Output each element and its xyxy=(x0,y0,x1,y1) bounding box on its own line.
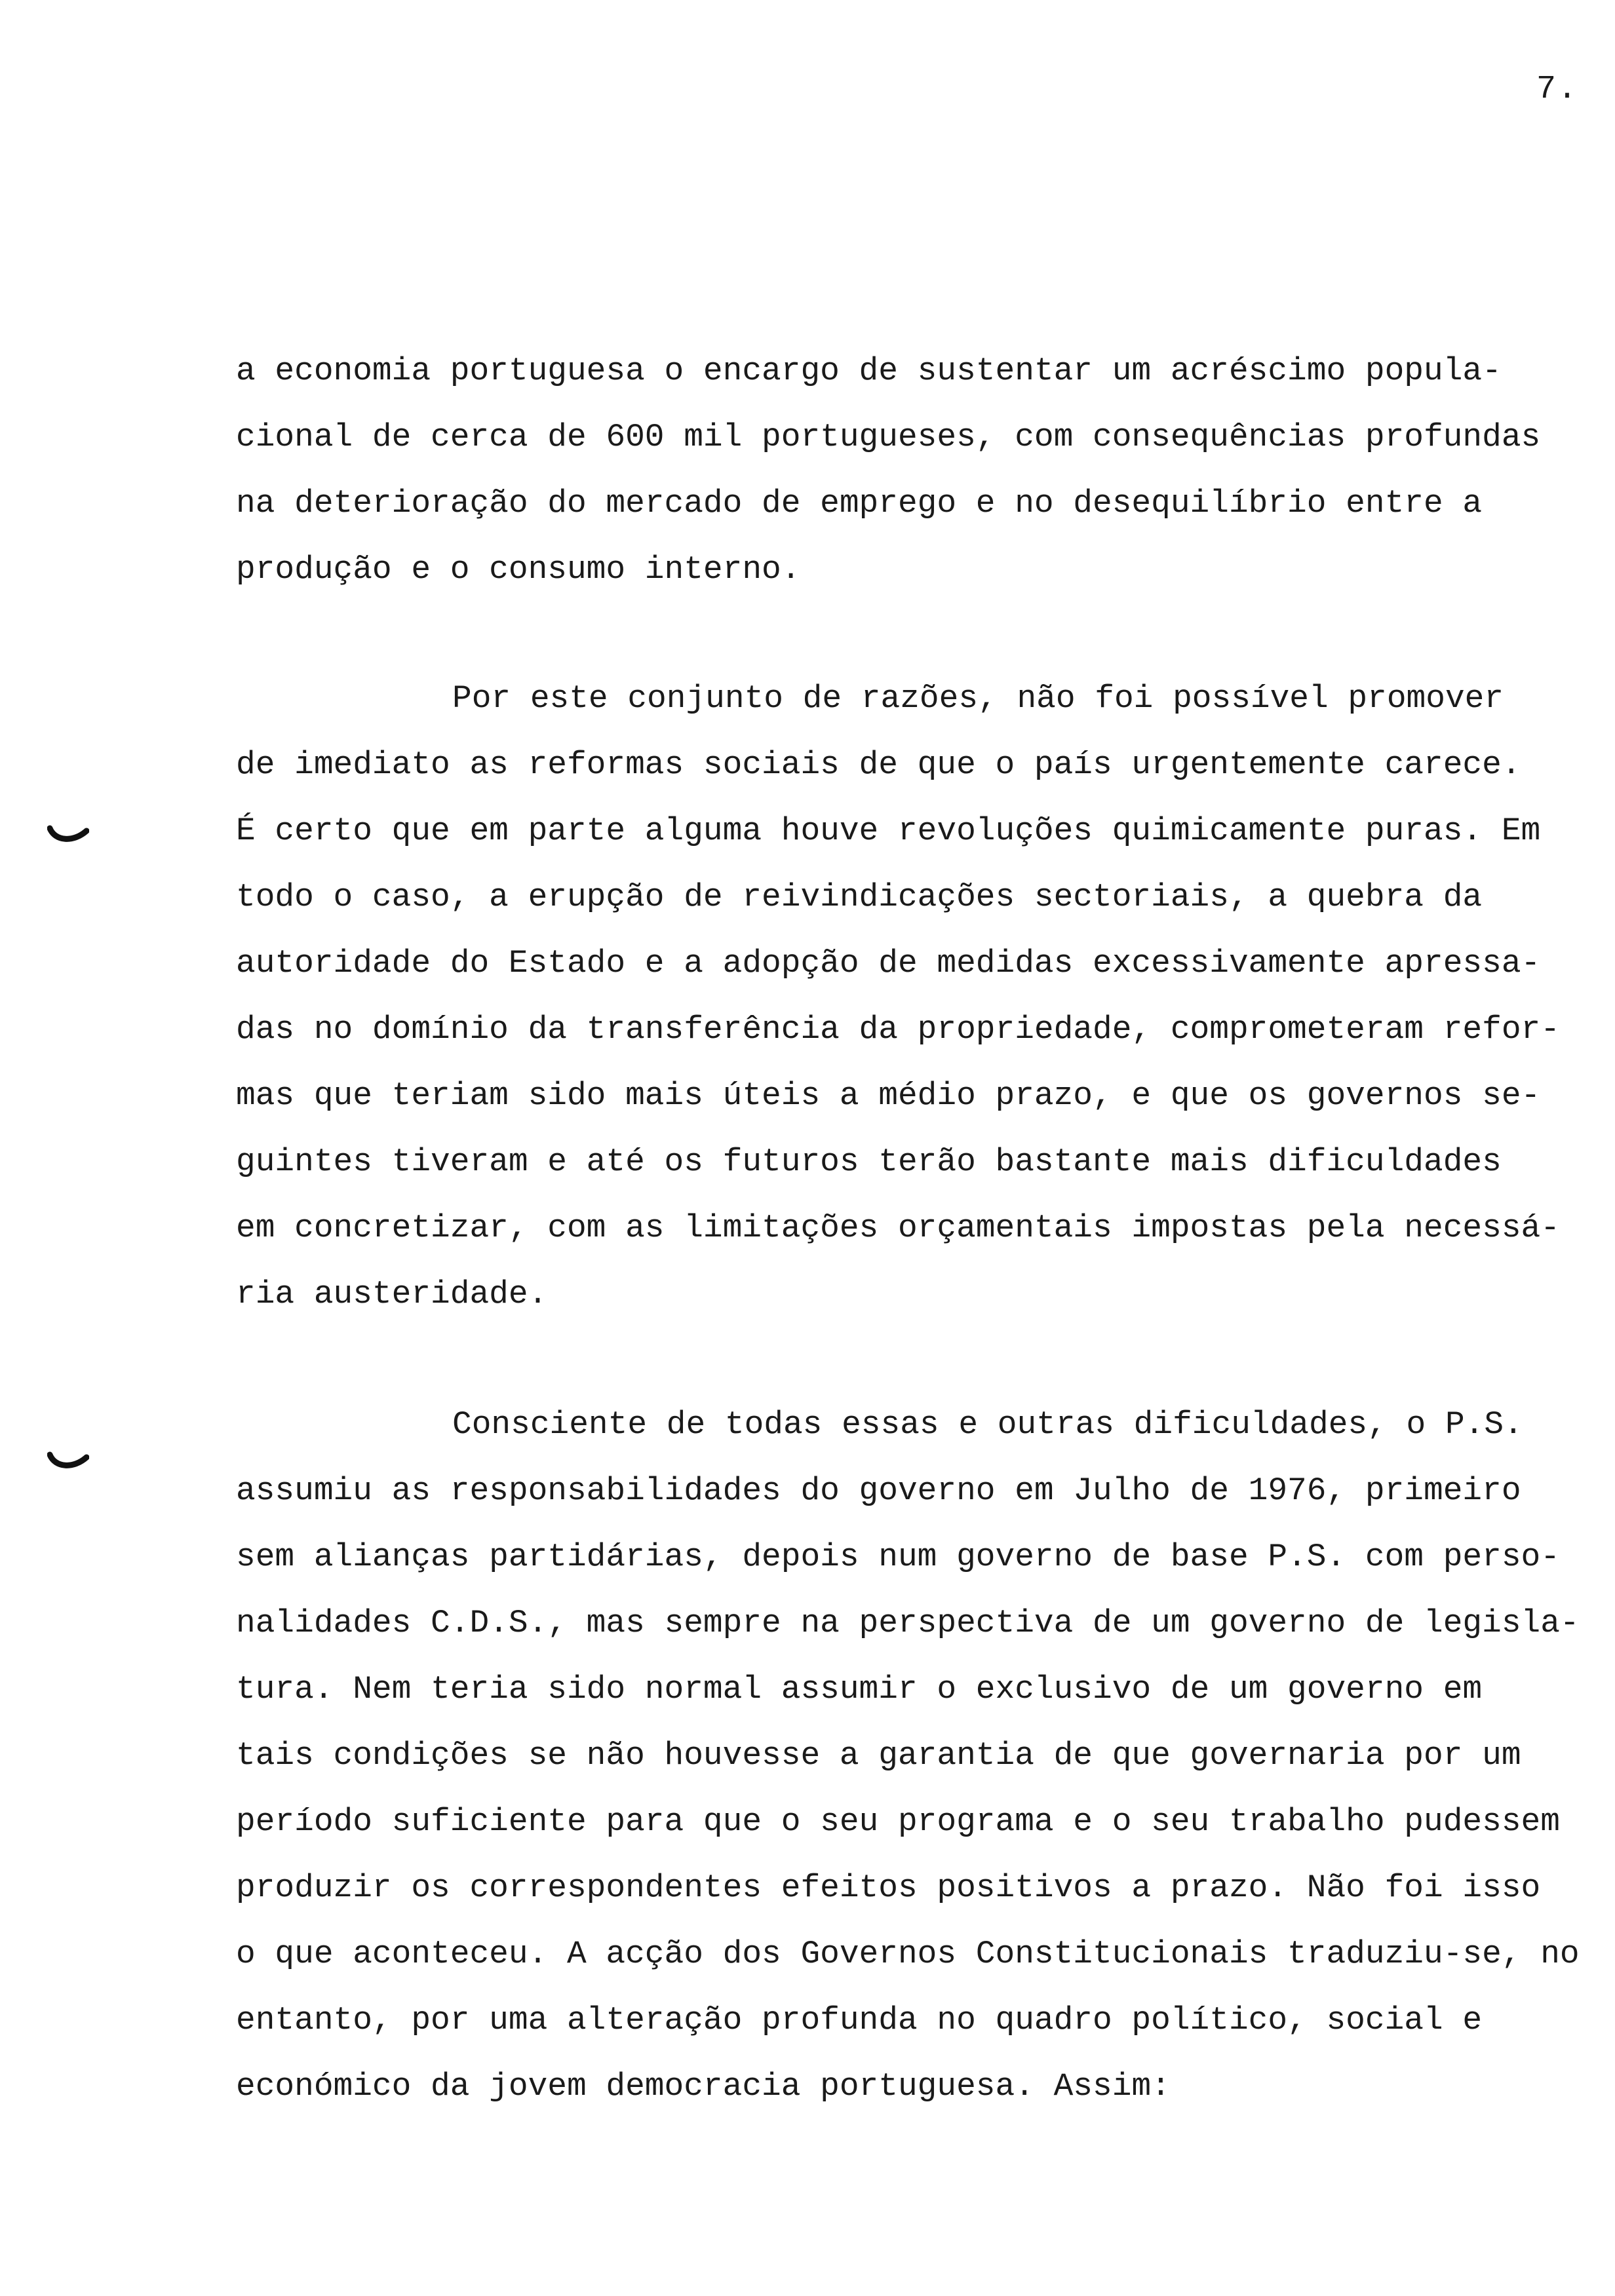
text-line: produzir os correspondentes efeitos positivos a prazo. Não foi isso xyxy=(236,1869,1541,1906)
text-line: a economia portuguesa o encargo de sustentar um acréscimo popula- xyxy=(236,353,1502,389)
text-line: entanto, por uma alteração profunda no quadro político, social e xyxy=(236,2002,1483,2038)
text-line: de imediato as reformas sociais de que o país urgentemente carece. xyxy=(236,746,1521,783)
text-line: Por este conjunto de razões, não foi possível promover xyxy=(452,680,1504,717)
text-line: sem alianças partidárias, depois num governo de base P.S. com perso- xyxy=(236,1539,1560,1575)
text-line: assumiu as responsabilidades do governo em Julho de 1976, primeiro xyxy=(236,1472,1521,1509)
text-line: tais condições se não houvesse a garantia de que governaria por um xyxy=(236,1737,1521,1774)
curved-stroke-mark-icon xyxy=(47,824,89,844)
text-line: ria austeridade. xyxy=(236,1276,548,1312)
text-line: período suficiente para que o seu programa e o seu trabalho pudessem xyxy=(236,1803,1560,1840)
text-line: É certo que em parte alguma houve revoluções quimicamente puras. Em xyxy=(236,813,1541,849)
page-number: 7. xyxy=(1536,71,1579,108)
paragraph-3 xyxy=(236,1392,1580,2120)
text-line: tura. Nem teria sido normal assumir o exclusivo de um governo em xyxy=(236,1671,1483,1708)
text-line: das no domínio da transferência da propriedade, comprometeram refor- xyxy=(236,1011,1560,1048)
text-line: guintes tiveram e até os futuros terão bastante mais dificuldades xyxy=(236,1143,1502,1180)
text-line: todo o caso, a erupção de reivindicações sectoriais, a quebra da xyxy=(236,879,1483,915)
text-line: Consciente de todas essas e outras dificuldades, o P.S. xyxy=(452,1406,1523,1443)
text-line: cional de cerca de 600 mil portugueses, com consequências profundas xyxy=(236,419,1541,455)
paragraph-1 xyxy=(236,338,1540,603)
text-line: em concretizar, com as limitações orçamentais impostas pela necessá- xyxy=(236,1210,1560,1246)
text-line: autoridade do Estado e a adopção de medidas excessivamente apressa- xyxy=(236,945,1541,982)
text-line: produção e o consumo interno. xyxy=(236,551,801,588)
text-line: o que aconteceu. A acção dos Governos Constitucionais traduziu-se, no xyxy=(236,1936,1580,1972)
text-line: económico da jovem democracia portuguesa. Assim: xyxy=(236,2068,1171,2105)
paragraph-2 xyxy=(236,666,1560,1328)
curved-stroke-mark-icon xyxy=(47,1451,89,1470)
text-line: na deterioração do mercado de emprego e no desequilíbrio entre a xyxy=(236,485,1483,522)
text-line: nalidades C.D.S., mas sempre na perspectiva de um governo de legisla- xyxy=(236,1605,1580,1641)
text-line: mas que teriam sido mais úteis a médio prazo, e que os governos se- xyxy=(236,1077,1541,1114)
